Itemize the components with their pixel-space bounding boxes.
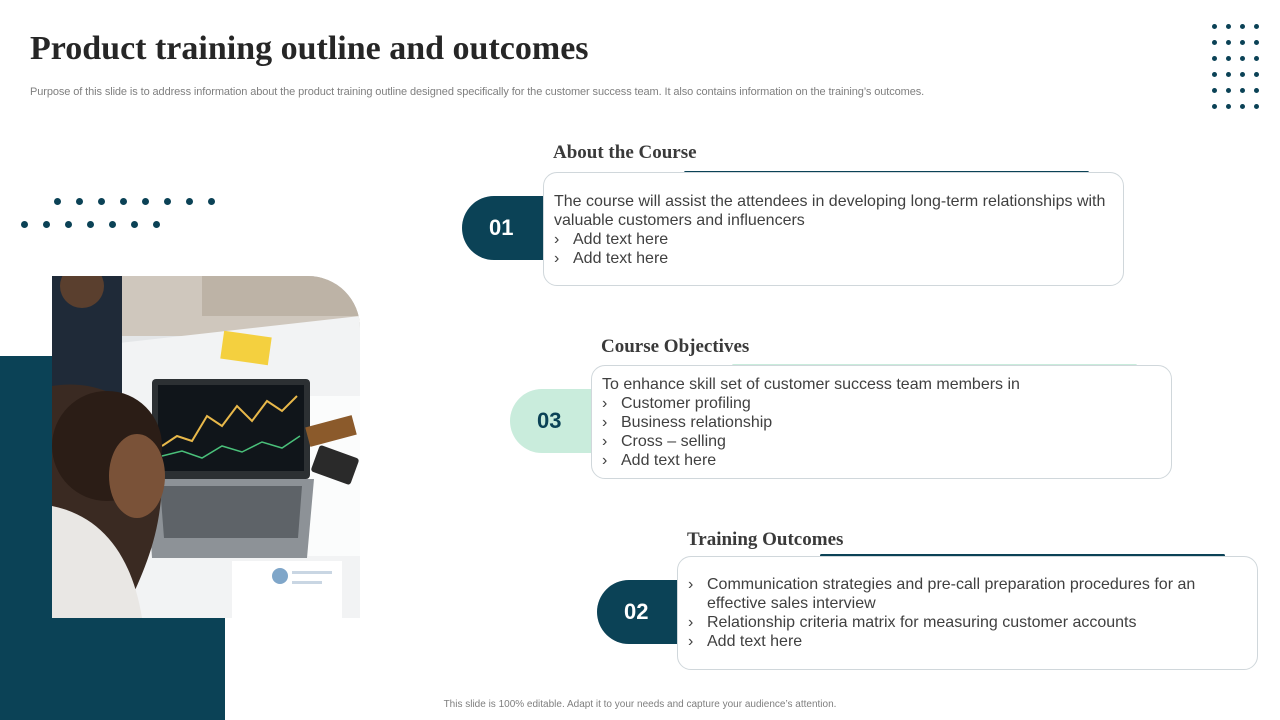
section-intro-text: The course will assist the attendees in developing long-term relationships with valuable customers and influencers <box>554 193 1106 229</box>
slide-title: Product training outline and outcomes <box>30 30 589 67</box>
section-heading: Training Outcomes <box>687 529 844 550</box>
slide-footer-note: This slide is 100% editable. Adapt it to your needs and capture your audience’s attention. <box>443 699 837 710</box>
office-laptop-photo <box>52 276 360 618</box>
decorative-dot-row <box>54 198 215 205</box>
section-content-box <box>591 365 1172 479</box>
bullet-item: › Relationship criteria matrix for measuring customer accounts <box>688 613 1245 632</box>
bullet-item: › Add text here <box>554 230 1111 249</box>
bullet-item: › Add text here <box>554 249 1111 268</box>
section-number-badge: 02 <box>597 580 685 644</box>
section-number-badge: 03 <box>510 389 598 453</box>
slide-subtitle: Purpose of this slide is to address information about the product training outline designed specifically for the customer success team. It also contains information on the training’s outcomes. <box>30 86 925 98</box>
bullet-item: › Add text here <box>602 451 1159 470</box>
bullet-item: › Add text here <box>688 632 1245 651</box>
section-intro-text: To enhance skill set of customer success team members in <box>602 376 1020 393</box>
bullet-item: › Business relationship <box>602 413 1159 432</box>
decorative-dot-grid <box>1212 24 1259 109</box>
bullet-item: › Customer profiling <box>602 394 1159 413</box>
section-heading: Course Objectives <box>601 336 750 357</box>
bullet-item: › Cross – selling <box>602 432 1159 451</box>
section-number-badge: 01 <box>462 196 550 260</box>
bullet-item: › Communication strategies and pre-call preparation procedures for an effective sales interview <box>688 575 1245 613</box>
section-content-box <box>677 556 1258 670</box>
section-content-box <box>543 172 1124 286</box>
section-heading: About the Course <box>553 142 697 163</box>
decorative-dot-row <box>21 221 160 228</box>
